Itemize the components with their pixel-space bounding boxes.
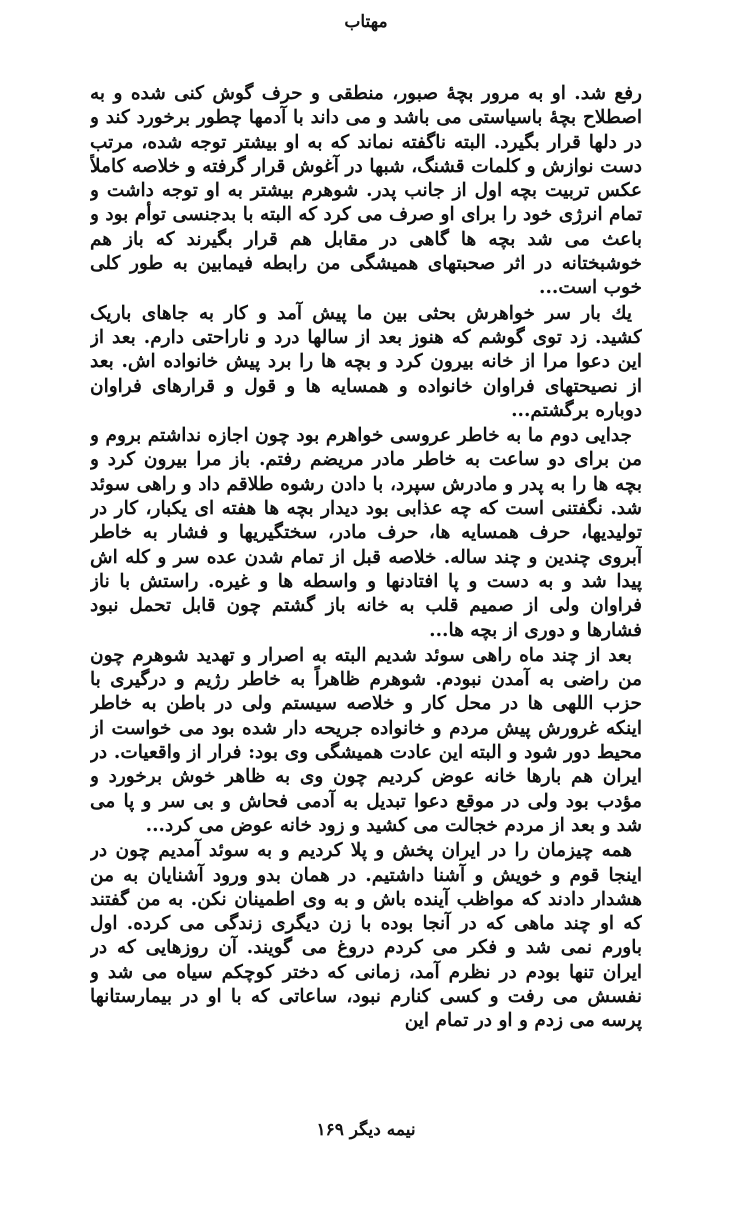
- paragraph-3: جدایی دوم ما به خاطر عروسی خواهرم بود چون اجازه نداشتم بروم و من برای دو ساعت به خاطر مادر مریضم رفتم. باز مرا بیرون کرد و بچه ها را به پدر و مادرش سپرد، با دادن رشوه طلاقم داد و راهی سوئد شد. نگفتنی است که چه عذابی بود دیدار بچه ها هفته ای یکبار، کار در تولیدیها، حرف همسایه ها، حرف مادر، سختگیریها و فشار به خاطر آبروی چندین و چند ساله. خلاصه قبل از تمام شدن عده سر و کله اش پیدا شد و به دست و پا افتادنها و واسطه ها و غیره. راستش با ناز فراوان ولی از صمیم قلب به خانه باز گشتم چون قابل تحمل نبود فشارها و دوری از بچه ها...: [90, 425, 642, 641]
- paragraph-5: همه چیزمان را در ایران پخش و پلا کردیم و به سوئد آمدیم چون در اینجا قوم و خویش و آشنا داشتیم. در همان بدو ورود آشنایان به من هشدار دادند که مواظب آینده باش و به وی اطمینان نکن. به من گفتند که او چند ماهی که در آنجا بوده با زن دیگری زندگی می کرده. اول باورم نمی شد و فکر می کردم دروغ می گویند. آن روزهایی که در ایران تنها بودم در نظرم آمد، زمانی که دختر کوچکم سیاه می شد و نفسش می رفت و کسی کنارم نبود، ساعاتی که با او در بیمارستانها پرسه می زدم و او در تمام این: [90, 840, 642, 1032]
- paragraph-4: بعد از چند ماه راهی سوئد شدیم البته به اصرار و تهدید شوهرم چون من راضی به آمدن نبودم. شوهرم ظاهراً به خاطر رژیم و درگیری با حزب اللهی ها در محل کار و خلاصه سیستم ولی در باطن به خاطر اینکه غرورش پیش مردم و خانواده جریحه دار شده بود می خواست از محیط دور شود و البته این عادت همیشگی وی بود: فرار از واقعیات. در ایران هم بارها خانه عوض کردیم چون وی به ظاهر خوش برخورد و مؤدب بود ولی در موقع دعوا تبدیل به آدمی فحاش و بی سر و پا می شد و بعد از مردم خجالت می کشید و زود خانه عوض می کرد...: [90, 644, 642, 836]
- page-header-title: مهتاب: [344, 12, 388, 32]
- paragraph-1: رفع شد. او به مرور بچهٔ صبور، منطقی و حرف گوش کنی شده و به اصطلاح بچهٔ باسیاستی می باشد و می داند با آدمها چطور برخورد کند و در دلها قرار بگیرد. البته ناگفته نماند که به او بیشتر توجه شده، مرتب دست نوازش و کلمات قشنگ، شبها در آغوش قرار گرفته و خلاصه کاملاً عکس تربیت بچه اول از جانب پدر. شوهرم بیشتر به او توجه داشت و تمام انرژی خود را برای او صرف می کرد که البته با بدجنسی توأم بود و باعث می شد بچه ها گاهی در مقابل هم قرار بگیرند که باز هم خوشبختانه در اثر صحبتهای همیشگی من رابطه فیمابین به طور کلی خوب است...: [90, 83, 642, 299]
- body-text: [90, 82, 642, 1092]
- page-footer-label: نیمه دیگر ۱۶۹: [316, 1120, 416, 1140]
- paragraph-2: یك بار سر خواهرش بحثی بین ما پیش آمد و کار به جاهای باریک کشید. زد توی گوشم که هنوز بعد از سالها درد و ناراحتی دارم. بعد از این دعوا مرا از خانه بیرون کرد و بچه ها را برد پیش خانواده اش. بعد از نصیحتهای فراوان خانواده و همسایه ها و قول و قرارهای فراوان دوباره برگشتم...: [90, 302, 642, 421]
